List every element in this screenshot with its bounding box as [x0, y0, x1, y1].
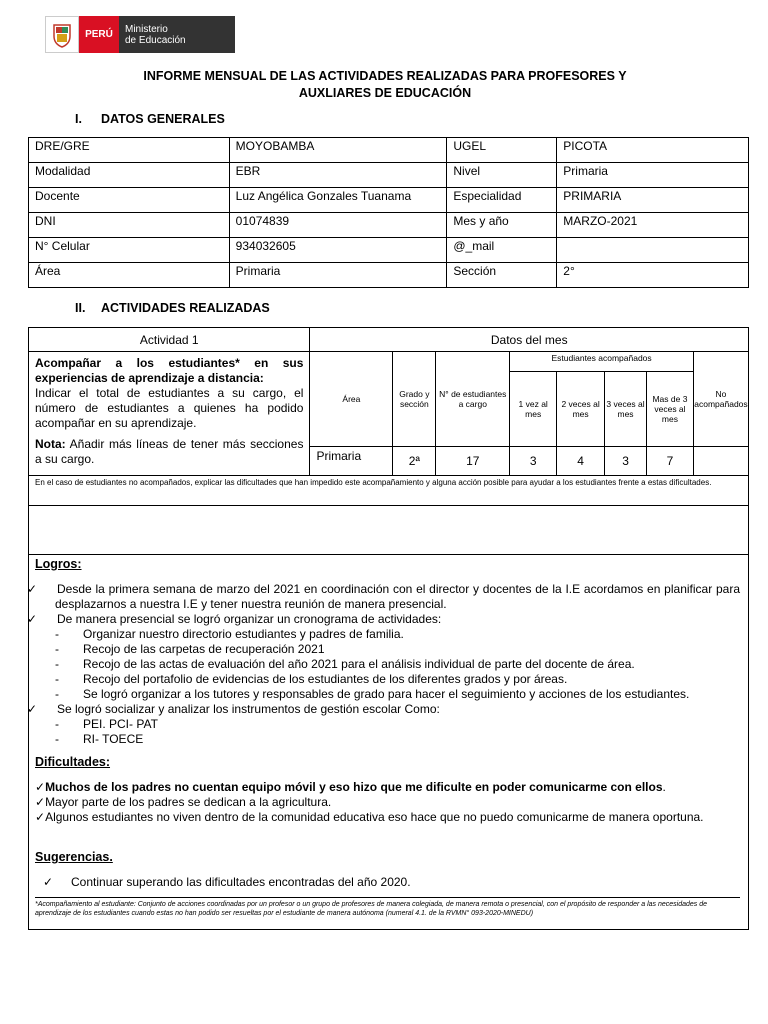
general-label: N° Celular: [29, 238, 230, 263]
check-icon: ✓: [35, 780, 46, 794]
col-3veces: 3 veces al mes: [605, 372, 647, 447]
section-actividades: II. ACTIVIDADES REALIZADAS: [75, 301, 270, 315]
sugerencias-list: ✓ Continuar superando las dificultades encontradas del año 2020.: [35, 875, 740, 890]
month-header: Datos del mes: [310, 328, 749, 352]
general-label: Área: [29, 263, 230, 288]
general-row: [29, 238, 749, 263]
row-no: [693, 447, 748, 476]
col-acompanados: Estudiantes acompañados: [510, 352, 694, 372]
general-label: DNI: [29, 213, 230, 238]
row-3veces: 3: [605, 447, 647, 476]
sugerencias-title: Sugerencias.: [35, 850, 113, 864]
col-1vez: 1 vez al mes: [510, 372, 557, 447]
check-icon: ✓: [35, 795, 46, 809]
logo-country: PERÚ: [79, 16, 119, 53]
check-icon: ✓: [27, 612, 38, 626]
activity-table: [28, 327, 749, 555]
general-label: Docente: [29, 188, 230, 213]
document-title: INFORME MENSUAL DE LAS ACTIVIDADES REALIZADAS PARA PROFESORES Y AUXLIARES DE EDUCACIÓN: [143, 69, 627, 100]
general-row: [29, 213, 749, 238]
general-label: DRE/GRE: [29, 138, 230, 163]
general-value: [557, 238, 749, 263]
report-body: [28, 555, 749, 930]
col-num-estudiantes: N° de estudiantes a cargo: [436, 352, 510, 447]
logo-ministry: Ministerio de Educación: [119, 16, 235, 53]
row-2veces: 4: [557, 447, 605, 476]
general-label: Especialidad: [447, 188, 557, 213]
general-label: Nivel: [447, 163, 557, 188]
activity-description: Acompañar a los estudiantes* en sus experiencias de aprendizaje a distancia: Indicar el total de estudiantes a su cargo, el número de estudiantes a quienes ha podido acompañar en su aprendizaje. Nota: Añadir más líneas de tener más secciones a su cargo.: [29, 352, 310, 476]
logros-list: ✓ Desde la primera semana de marzo del 2021 en coordinación con el director y docentes de la I.E acordamos en planificar para desplazarnos a nuestra I.E y tener nuestra reunión de manera presencial. ✓ De manera presencial se logró organizar un cronograma de actividades: - Organizar nuestro directorio estudiantes y padres de familia. - Recojo de las carpetas de recuperación 2021 - Recojo de las actas de evaluación del año 2021 para el análisis individual de parte del docente de área. - Recojo del portafolio de evidencias de los estudiantes de los diferentes grados y por áreas. - Se logró organizar a los tutores y responsables de grado para hacer el seguimiento y acciones de los estudiantes. ✓ Se logró socializar y analizar los instrumentos de gestión escolar Como: - PEI. PCI- PAT - RI- TOECE: [27, 582, 740, 746]
activity-header: Actividad 1: [29, 328, 310, 352]
row-mas3: 7: [647, 447, 694, 476]
general-value: Primaria: [557, 163, 749, 188]
general-label: UGEL: [447, 138, 557, 163]
general-row: [29, 138, 749, 163]
general-label: Sección: [447, 263, 557, 288]
dificultades-list: ✓Muchos de los padres no cuentan equipo móvil y eso hizo que me dificulte en poder comunicarme con ellos. ✓Mayor parte de los padres se dedican a la agricultura. ✓Algunos estudiantes no viven dentro de la comunidad educativa eso hace que no puedo comunicarme de manera oportuna.: [35, 780, 704, 824]
check-icon: ✓: [43, 875, 54, 889]
general-value: PICOTA: [557, 138, 749, 163]
general-value: 934032605: [229, 238, 447, 263]
col-no-acompanados: No acompañados: [693, 352, 748, 447]
ministry-logo: [45, 16, 235, 53]
dificultades-title: Dificultades:: [35, 755, 111, 769]
row-1vez: 3: [510, 447, 557, 476]
general-value: EBR: [229, 163, 447, 188]
caso-answer: [29, 506, 749, 555]
row-num: 17: [436, 447, 510, 476]
general-row: [29, 263, 749, 288]
check-icon: ✓: [27, 582, 38, 596]
check-icon: ✓: [35, 810, 46, 824]
col-grado: Grado y sección: [393, 352, 436, 447]
general-row: [29, 163, 749, 188]
col-area: Área: [310, 352, 393, 447]
general-value: MARZO-2021: [557, 213, 749, 238]
general-label: Modalidad: [29, 163, 230, 188]
logros-title: Logros:: [35, 557, 82, 571]
general-label: Mes y año: [447, 213, 557, 238]
general-value: 2°: [557, 263, 749, 288]
general-value: Luz Angélica Gonzales Tuanama: [229, 188, 447, 213]
general-label: @_mail: [447, 238, 557, 263]
general-value: 01074839: [229, 213, 447, 238]
general-value: MOYOBAMBA: [229, 138, 447, 163]
check-icon: ✓: [27, 702, 38, 716]
row-grado: 2ª: [393, 447, 436, 476]
coat-of-arms-icon: [45, 16, 79, 53]
section-datos-generales: I. DATOS GENERALES: [75, 112, 225, 126]
general-row: [29, 188, 749, 213]
footnote: *Acompañamiento al estudiante: Conjunto de acciones coordinadas por un profesor o un grupo de profesores de manera colegiada, de manera remota o presencial, con el propósito de responder a las necesidades de aprendizaje de los estudiantes cuando estas no han podido ser resueltas por el estudiante de manera autónoma (numeral 4.1. de la RVMN° 093-2020-MINEDU): [35, 897, 740, 918]
col-mas3: Mas de 3 veces al mes: [647, 372, 694, 447]
col-2veces: 2 veces al mes: [557, 372, 605, 447]
general-value: Primaria: [229, 263, 447, 288]
caso-instruction: En el caso de estudiantes no acompañados, explicar las dificultades que han impedido este acompañamiento y alguna acción posible para ayudar a los estudiantes frente a estas dificultades.: [29, 476, 749, 506]
general-data-table: [28, 137, 749, 288]
general-value: PRIMARIA: [557, 188, 749, 213]
row-area: Primaria: [310, 447, 393, 476]
